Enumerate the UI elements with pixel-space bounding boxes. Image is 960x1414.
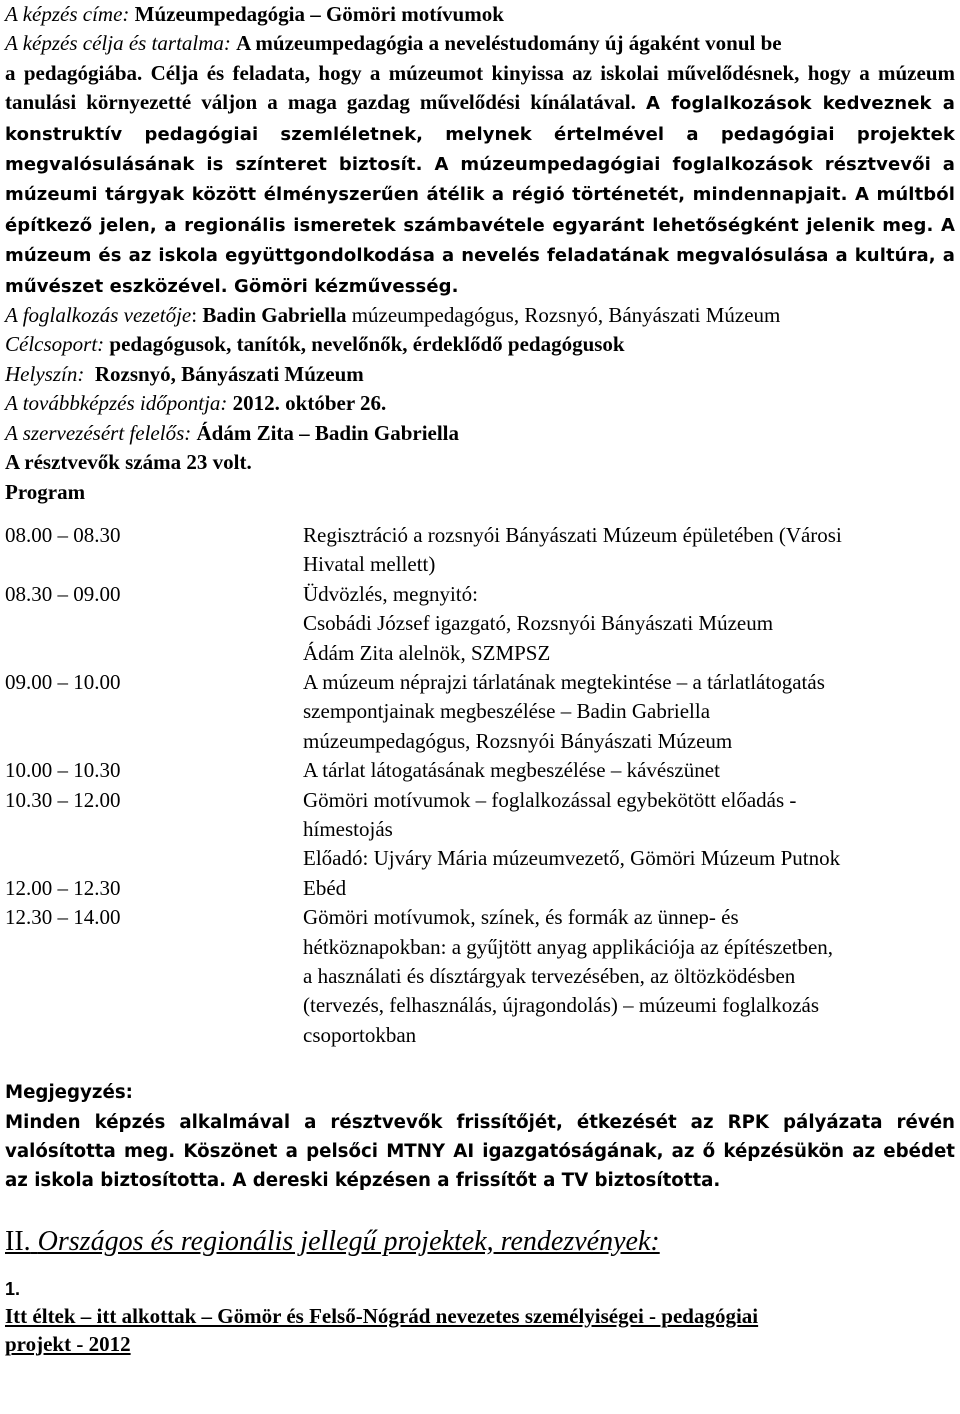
program-time: 09.00 – 10.00: [5, 669, 121, 694]
program-time: 08.30 – 09.00: [5, 581, 121, 606]
program-description: [303, 874, 960, 903]
program-description: [303, 903, 960, 1050]
program-description-line: Gömöri motívumok, színek, és formák az ünnep- és: [303, 905, 739, 930]
leader-label: A foglalkozás vezetője: [5, 303, 192, 328]
program-row: [5, 874, 960, 903]
participants-count: A résztvevők száma 23 volt.: [5, 450, 252, 475]
date-line: [5, 389, 955, 418]
note-label: Megjegyzés:: [5, 1082, 133, 1104]
program-description: [303, 580, 960, 668]
program-description-line: Üdvözlés, megnyitó:: [303, 581, 478, 606]
program-description-line: Ebéd: [303, 875, 347, 900]
program-description: [303, 786, 960, 874]
leader-colon: :: [191, 303, 198, 328]
target-group-value: pedagógusok, tanítók, nevelőnők, érdeklődő pedagógusok: [109, 332, 625, 357]
program-description-line: Hivatal mellett): [303, 552, 436, 577]
section-title: Országos és regionális jellegű projektek, rendezvények:: [37, 1225, 660, 1257]
program-row: [5, 521, 960, 580]
course-goal-value-start: A múzeumpedagógia a neveléstudomány új ágaként vonul be: [236, 31, 782, 56]
project-title-line-2: projekt - 2012: [5, 1331, 131, 1356]
program-description: [303, 521, 960, 580]
program-description-line: Ádám Zita alelnök, SZMPSZ: [303, 640, 551, 665]
target-group-line: [5, 330, 955, 359]
date-value: 2012. október 26.: [232, 391, 387, 416]
program-description-line: A tárlat látogatásának megbeszélése – kávészünet: [303, 758, 720, 783]
program-description-line: csoportokban: [303, 1022, 417, 1047]
program-rows: [5, 521, 960, 1050]
item-number: 1.: [5, 1278, 21, 1299]
organizer-value: Ádám Zita – Badin Gabriella: [196, 420, 460, 445]
program-row: [5, 756, 960, 785]
program-description-line: hímestojás: [303, 816, 393, 841]
program-time: 10.00 – 10.30: [5, 758, 121, 783]
target-group-label: Célcsoport:: [5, 332, 105, 357]
program-description-line: Előadó: Ujváry Mária múzeumvezető, Gömöri Múzeum Putnok: [303, 846, 841, 871]
program-description: [303, 668, 960, 756]
program-description-line: A múzeum néprajzi tárlatának megtekintése – a tárlatlátogatás: [303, 669, 825, 694]
section-number: II.: [5, 1225, 31, 1257]
course-title-line: [5, 0, 955, 29]
program-heading: Program: [5, 479, 86, 504]
program-description-line: a használati és dísztárgyak tervezésében, az öltözködésben: [303, 964, 796, 988]
program-table: [5, 521, 960, 1050]
project-title: [5, 1302, 955, 1358]
organizer-line: [5, 419, 955, 448]
course-title-label: A képzés címe:: [5, 2, 130, 26]
program-description-line: Gömöri motívumok – foglalkozással egybekötött előadás -: [303, 787, 797, 812]
project-title-line-1: Itt éltek – itt alkottak – Gömör és Felső-Nógrád nevezetes személyiségei - pedagógiai: [5, 1303, 759, 1328]
date-label: A továbbképzés időpontja:: [5, 391, 228, 416]
program-time: 12.00 – 12.30: [5, 875, 121, 900]
leader-details: múzeumpedagógus, Rozsnyó, Bányászati Múzeum: [351, 303, 781, 328]
course-title-value: Múzeumpedagógia – Gömöri motívumok: [134, 2, 504, 26]
program-row: [5, 786, 960, 874]
note-section: [5, 1078, 955, 1196]
section-heading: [5, 1222, 955, 1262]
note-text: Minden képzés alkalmával a résztvevők frissítőjét, étkezését az RPK pályázata révén valósította meg. Köszönet a pelsőci MTNY AI igazgatóságának, az ő képzésükön az ebédet az iskola biztosította. A dereski képzésen a frissítőt a TV biztosította.: [5, 1111, 955, 1192]
program-description-line: múzeumpedagógus, Rozsnyói Bányászati Múzeum: [303, 728, 733, 753]
program-time: 10.30 – 12.00: [5, 787, 121, 812]
program-description-line: szempontjainak megbeszélése – Badin Gabriella: [303, 699, 711, 724]
program-time: 08.00 – 08.30: [5, 522, 121, 547]
course-goal-paragraph: [5, 59, 955, 301]
program-time: 12.30 – 14.00: [5, 905, 121, 930]
leader-line: [5, 301, 955, 330]
program-description-line: hétköznapokban: a gyűjtött anyag applikációja az építészetben,: [303, 934, 834, 959]
course-goal-line: [5, 29, 955, 58]
program-row: [5, 668, 960, 756]
course-goal-label: A képzés célja és tartalma:: [5, 31, 231, 56]
course-goal-value-rest: a pedagógiába. Célja és feladata, hogy a múzeumot kinyissa az iskolai művelődésnek, hogy a múzeum tanulási környezetté váljon a maga gazdag művelődési kínálatával.: [5, 60, 955, 115]
document-page: [5, 0, 955, 1358]
place-value: Rozsnyó, Bányászati Múzeum: [94, 361, 364, 386]
leader-name: Badin Gabriella: [202, 303, 347, 328]
program-description-line: Regisztráció a rozsnyói Bányászati Múzeum épületében (Városi: [303, 522, 842, 547]
course-goal-description: A foglalkozások kedveznek a konstruktív pedagógiai szemléletnek, melynek értelmével a pedagógiai projektek megvalósulásának is színteret biztosít. A múzeumpedagógiai foglalkozások résztvevői a múzeumi tárgyak között élményszerűen átélik a régió történetét, mindennapjait. A múltból építkező jelen, a regionális ismeretek számbavétele egyaránt lehetőségként jelenik meg. A múzeum és az iskola együttgondolkodása a nevelés feladatának megvalósulása a kultúra, a művészet eszközével. Gömöri kézművesség.: [5, 93, 955, 297]
program-row: [5, 903, 960, 1050]
program-description: [303, 756, 960, 785]
place-line: [5, 360, 955, 389]
program-description-line: Csobádi József igazgató, Rozsnyói Bányászati Múzeum: [303, 611, 774, 636]
place-label: Helyszín:: [5, 361, 85, 386]
program-row: [5, 580, 960, 668]
program-description-line: (tervezés, felhasználás, újragondolás) – múzeumi foglalkozás: [303, 993, 820, 1018]
organizer-label: A szervezésért felelős:: [5, 420, 192, 445]
